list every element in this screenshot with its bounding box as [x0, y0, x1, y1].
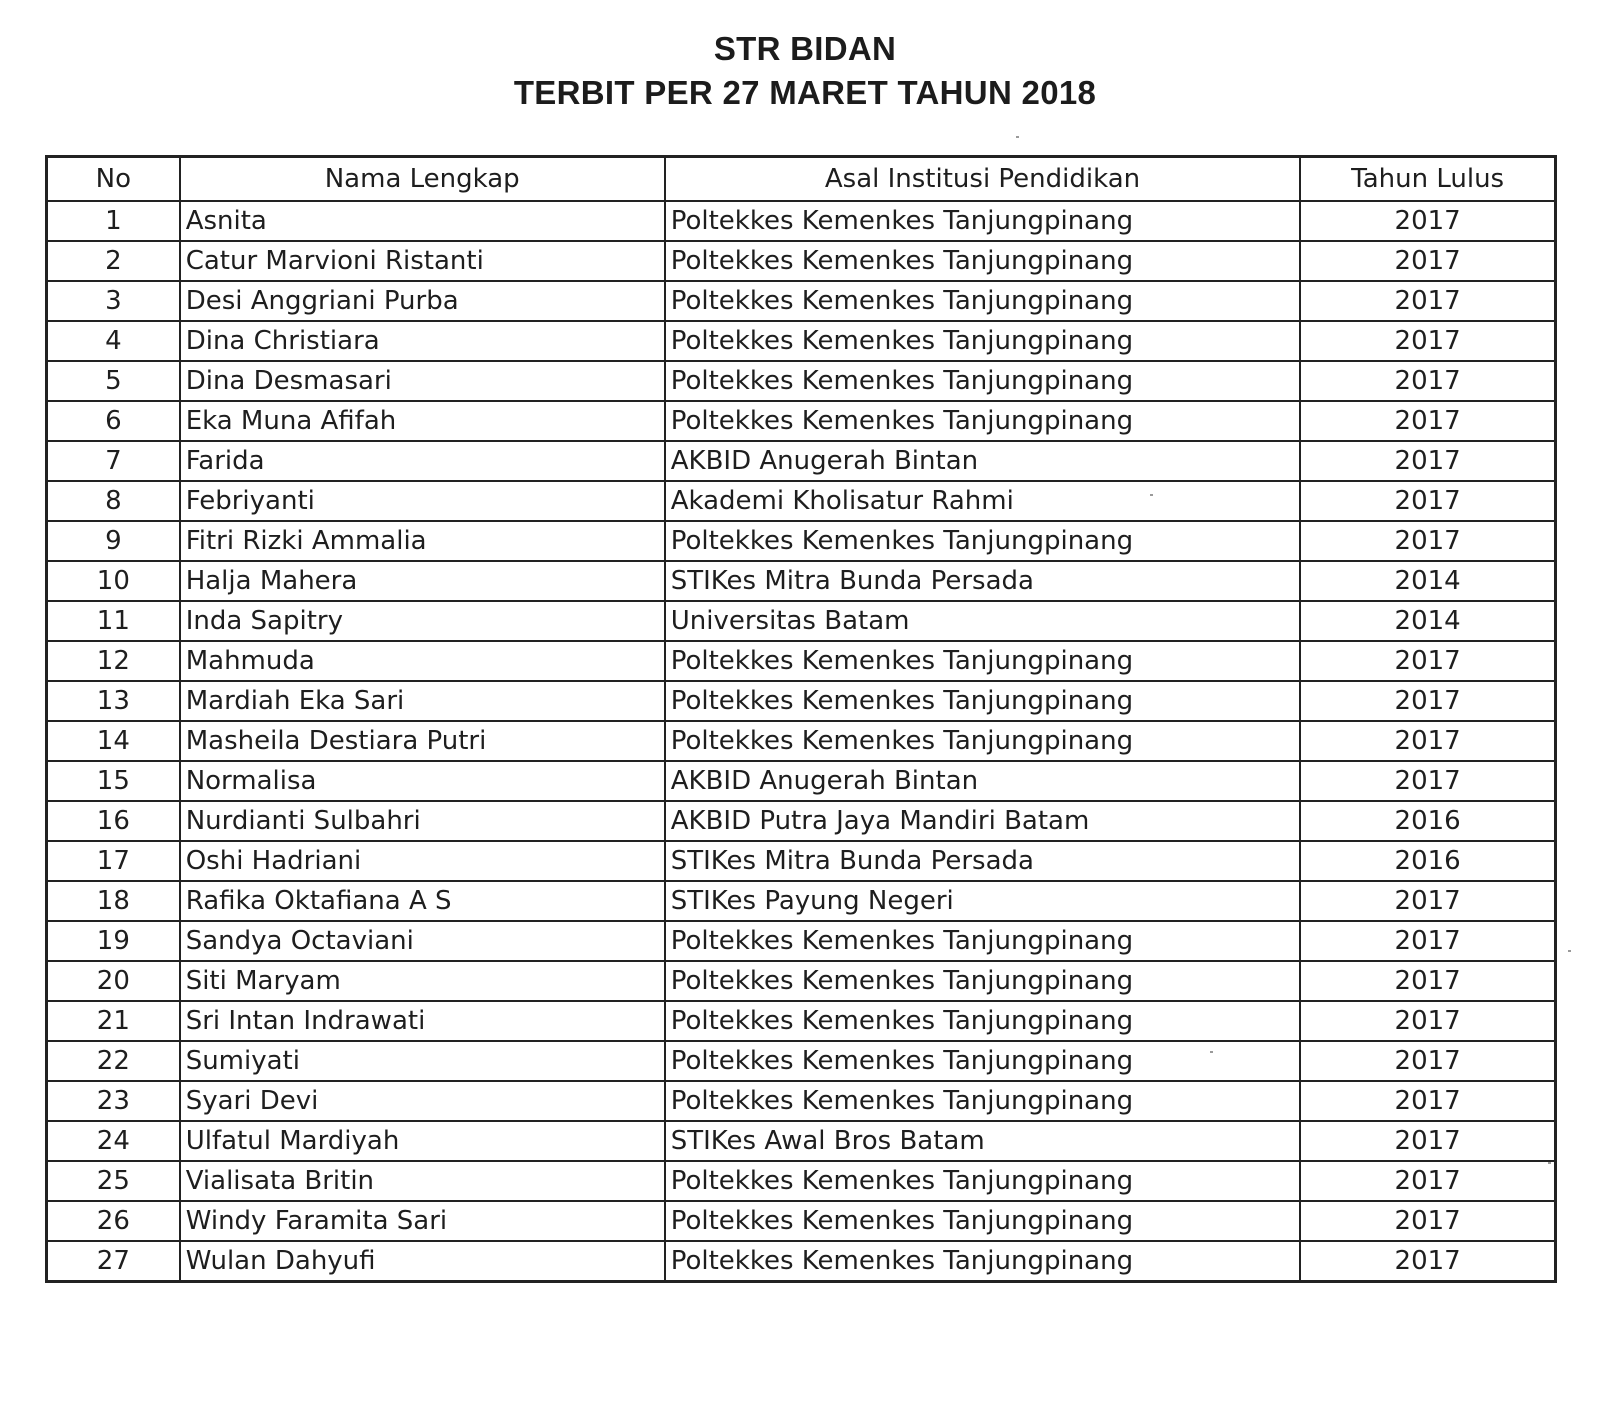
cell-institution: Poltekkes Kemenkes Tanjungpinang — [665, 641, 1301, 681]
cell-year: 2017 — [1300, 921, 1555, 961]
table-row — [47, 961, 1556, 1001]
cell-name: Syari Devi — [180, 1081, 665, 1121]
cell-institution: Poltekkes Kemenkes Tanjungpinang — [665, 1081, 1301, 1121]
table-body — [47, 201, 1556, 1282]
cell-name: Ulfatul Mardiyah — [180, 1121, 665, 1161]
cell-name: Catur Marvioni Ristanti — [180, 241, 665, 281]
cell-institution: Poltekkes Kemenkes Tanjungpinang — [665, 1201, 1301, 1241]
cell-no: 21 — [47, 1001, 180, 1041]
cell-name: Rafika Oktafiana A S — [180, 881, 665, 921]
document-subtitle: TERBIT PER 27 MARET TAHUN 2018 — [513, 74, 1097, 111]
cell-no: 24 — [47, 1121, 180, 1161]
table-row — [47, 441, 1556, 481]
cell-name: Siti Maryam — [180, 961, 665, 1001]
table-header-row — [47, 157, 1556, 202]
cell-year: 2016 — [1300, 841, 1555, 881]
table-row — [47, 801, 1556, 841]
cell-institution: STIKes Mitra Bunda Persada — [665, 561, 1301, 601]
table-row — [47, 521, 1556, 561]
cell-name: Masheila Destiara Putri — [180, 721, 665, 761]
table-row — [47, 281, 1556, 321]
cell-institution: Poltekkes Kemenkes Tanjungpinang — [665, 1241, 1301, 1282]
table-row — [47, 881, 1556, 921]
cell-institution: Poltekkes Kemenkes Tanjungpinang — [665, 241, 1301, 281]
table-row — [47, 841, 1556, 881]
cell-institution: Poltekkes Kemenkes Tanjungpinang — [665, 961, 1301, 1001]
table-row — [47, 481, 1556, 521]
cell-year: 2017 — [1300, 401, 1555, 441]
cell-institution: STIKes Awal Bros Batam — [665, 1121, 1301, 1161]
cell-institution: Poltekkes Kemenkes Tanjungpinang — [665, 361, 1301, 401]
cell-year: 2017 — [1300, 721, 1555, 761]
scan-speck — [1210, 1051, 1213, 1053]
cell-year: 2017 — [1300, 641, 1555, 681]
cell-no: 10 — [47, 561, 180, 601]
table-row — [47, 561, 1556, 601]
cell-name: Sumiyati — [180, 1041, 665, 1081]
cell-year: 2014 — [1300, 601, 1555, 641]
cell-year: 2017 — [1300, 1161, 1555, 1201]
cell-year: 2017 — [1300, 281, 1555, 321]
cell-no: 7 — [47, 441, 180, 481]
scan-speck — [1016, 136, 1019, 138]
cell-institution: Poltekkes Kemenkes Tanjungpinang — [665, 521, 1301, 561]
cell-year: 2017 — [1300, 1201, 1555, 1241]
cell-institution: Universitas Batam — [665, 601, 1301, 641]
cell-name: Dina Desmasari — [180, 361, 665, 401]
table-row — [47, 1081, 1556, 1121]
header-no: No — [47, 157, 180, 202]
str-bidan-table — [45, 155, 1557, 1283]
cell-year: 2017 — [1300, 481, 1555, 521]
cell-institution: Poltekkes Kemenkes Tanjungpinang — [665, 401, 1301, 441]
table-row — [47, 1041, 1556, 1081]
cell-year: 2017 — [1300, 881, 1555, 921]
cell-name: Wulan Dahyufi — [180, 1241, 665, 1282]
cell-year: 2016 — [1300, 801, 1555, 841]
cell-year: 2017 — [1300, 1001, 1555, 1041]
cell-no: 11 — [47, 601, 180, 641]
cell-institution: Poltekkes Kemenkes Tanjungpinang — [665, 1041, 1301, 1081]
table-row — [47, 321, 1556, 361]
scan-speck — [1150, 494, 1153, 496]
cell-no: 4 — [47, 321, 180, 361]
cell-no: 13 — [47, 681, 180, 721]
cell-name: Fitri Rizki Ammalia — [180, 521, 665, 561]
cell-name: Sandya Octaviani — [180, 921, 665, 961]
cell-no: 25 — [47, 1161, 180, 1201]
cell-no: 14 — [47, 721, 180, 761]
cell-year: 2014 — [1300, 561, 1555, 601]
cell-no: 2 — [47, 241, 180, 281]
cell-year: 2017 — [1300, 1241, 1555, 1282]
cell-institution: AKBID Anugerah Bintan — [665, 441, 1301, 481]
cell-institution: Akademi Kholisatur Rahmi — [665, 481, 1301, 521]
table-row — [47, 241, 1556, 281]
table-row — [47, 1201, 1556, 1241]
scan-speck — [1568, 950, 1571, 952]
cell-year: 2017 — [1300, 961, 1555, 1001]
cell-year: 2017 — [1300, 201, 1555, 241]
cell-name: Inda Sapitry — [180, 601, 665, 641]
cell-no: 26 — [47, 1201, 180, 1241]
cell-institution: Poltekkes Kemenkes Tanjungpinang — [665, 681, 1301, 721]
cell-name: Asnita — [180, 201, 665, 241]
cell-no: 16 — [47, 801, 180, 841]
cell-year: 2017 — [1300, 1121, 1555, 1161]
header-year: Tahun Lulus — [1300, 157, 1555, 202]
cell-institution: Poltekkes Kemenkes Tanjungpinang — [665, 721, 1301, 761]
cell-no: 19 — [47, 921, 180, 961]
cell-year: 2017 — [1300, 681, 1555, 721]
cell-name: Windy Faramita Sari — [180, 1201, 665, 1241]
cell-no: 9 — [47, 521, 180, 561]
cell-institution: AKBID Putra Jaya Mandiri Batam — [665, 801, 1301, 841]
cell-year: 2017 — [1300, 321, 1555, 361]
document-title: STR BIDAN — [713, 30, 897, 67]
cell-name: Nurdianti Sulbahri — [180, 801, 665, 841]
cell-no: 20 — [47, 961, 180, 1001]
cell-no: 18 — [47, 881, 180, 921]
table-row — [47, 1121, 1556, 1161]
cell-no: 6 — [47, 401, 180, 441]
cell-year: 2017 — [1300, 1041, 1555, 1081]
cell-name: Mahmuda — [180, 641, 665, 681]
cell-year: 2017 — [1300, 761, 1555, 801]
table-row — [47, 601, 1556, 641]
table-row — [47, 921, 1556, 961]
table-row — [47, 201, 1556, 241]
cell-institution: Poltekkes Kemenkes Tanjungpinang — [665, 321, 1301, 361]
cell-institution: STIKes Mitra Bunda Persada — [665, 841, 1301, 881]
table-row — [47, 681, 1556, 721]
cell-year: 2017 — [1300, 361, 1555, 401]
cell-institution: Poltekkes Kemenkes Tanjungpinang — [665, 1001, 1301, 1041]
cell-no: 27 — [47, 1241, 180, 1282]
cell-name: Sri Intan Indrawati — [180, 1001, 665, 1041]
cell-no: 12 — [47, 641, 180, 681]
cell-name: Farida — [180, 441, 665, 481]
cell-name: Halja Mahera — [180, 561, 665, 601]
cell-name: Desi Anggriani Purba — [180, 281, 665, 321]
cell-institution: AKBID Anugerah Bintan — [665, 761, 1301, 801]
table-row — [47, 361, 1556, 401]
cell-institution: Poltekkes Kemenkes Tanjungpinang — [665, 1161, 1301, 1201]
cell-institution: STIKes Payung Negeri — [665, 881, 1301, 921]
table-row — [47, 1161, 1556, 1201]
table-row — [47, 401, 1556, 441]
header-institution: Asal Institusi Pendidikan — [665, 157, 1301, 202]
cell-institution: Poltekkes Kemenkes Tanjungpinang — [665, 921, 1301, 961]
cell-name: Dina Christiara — [180, 321, 665, 361]
cell-name: Vialisata Britin — [180, 1161, 665, 1201]
table-row — [47, 1241, 1556, 1282]
cell-institution: Poltekkes Kemenkes Tanjungpinang — [665, 281, 1301, 321]
header-name: Nama Lengkap — [180, 157, 665, 202]
cell-no: 5 — [47, 361, 180, 401]
cell-no: 17 — [47, 841, 180, 881]
cell-no: 3 — [47, 281, 180, 321]
table-row — [47, 641, 1556, 681]
cell-year: 2017 — [1300, 521, 1555, 561]
table-row — [47, 721, 1556, 761]
cell-name: Oshi Hadriani — [180, 841, 665, 881]
scan-speck — [1548, 1162, 1551, 1164]
cell-no: 1 — [47, 201, 180, 241]
cell-no: 23 — [47, 1081, 180, 1121]
cell-year: 2017 — [1300, 241, 1555, 281]
table-row — [47, 761, 1556, 801]
cell-name: Mardiah Eka Sari — [180, 681, 665, 721]
table-row — [47, 1001, 1556, 1041]
cell-no: 15 — [47, 761, 180, 801]
cell-name: Normalisa — [180, 761, 665, 801]
cell-name: Febriyanti — [180, 481, 665, 521]
cell-year: 2017 — [1300, 441, 1555, 481]
cell-year: 2017 — [1300, 1081, 1555, 1121]
cell-institution: Poltekkes Kemenkes Tanjungpinang — [665, 201, 1301, 241]
cell-no: 8 — [47, 481, 180, 521]
cell-name: Eka Muna Afifah — [180, 401, 665, 441]
cell-no: 22 — [47, 1041, 180, 1081]
